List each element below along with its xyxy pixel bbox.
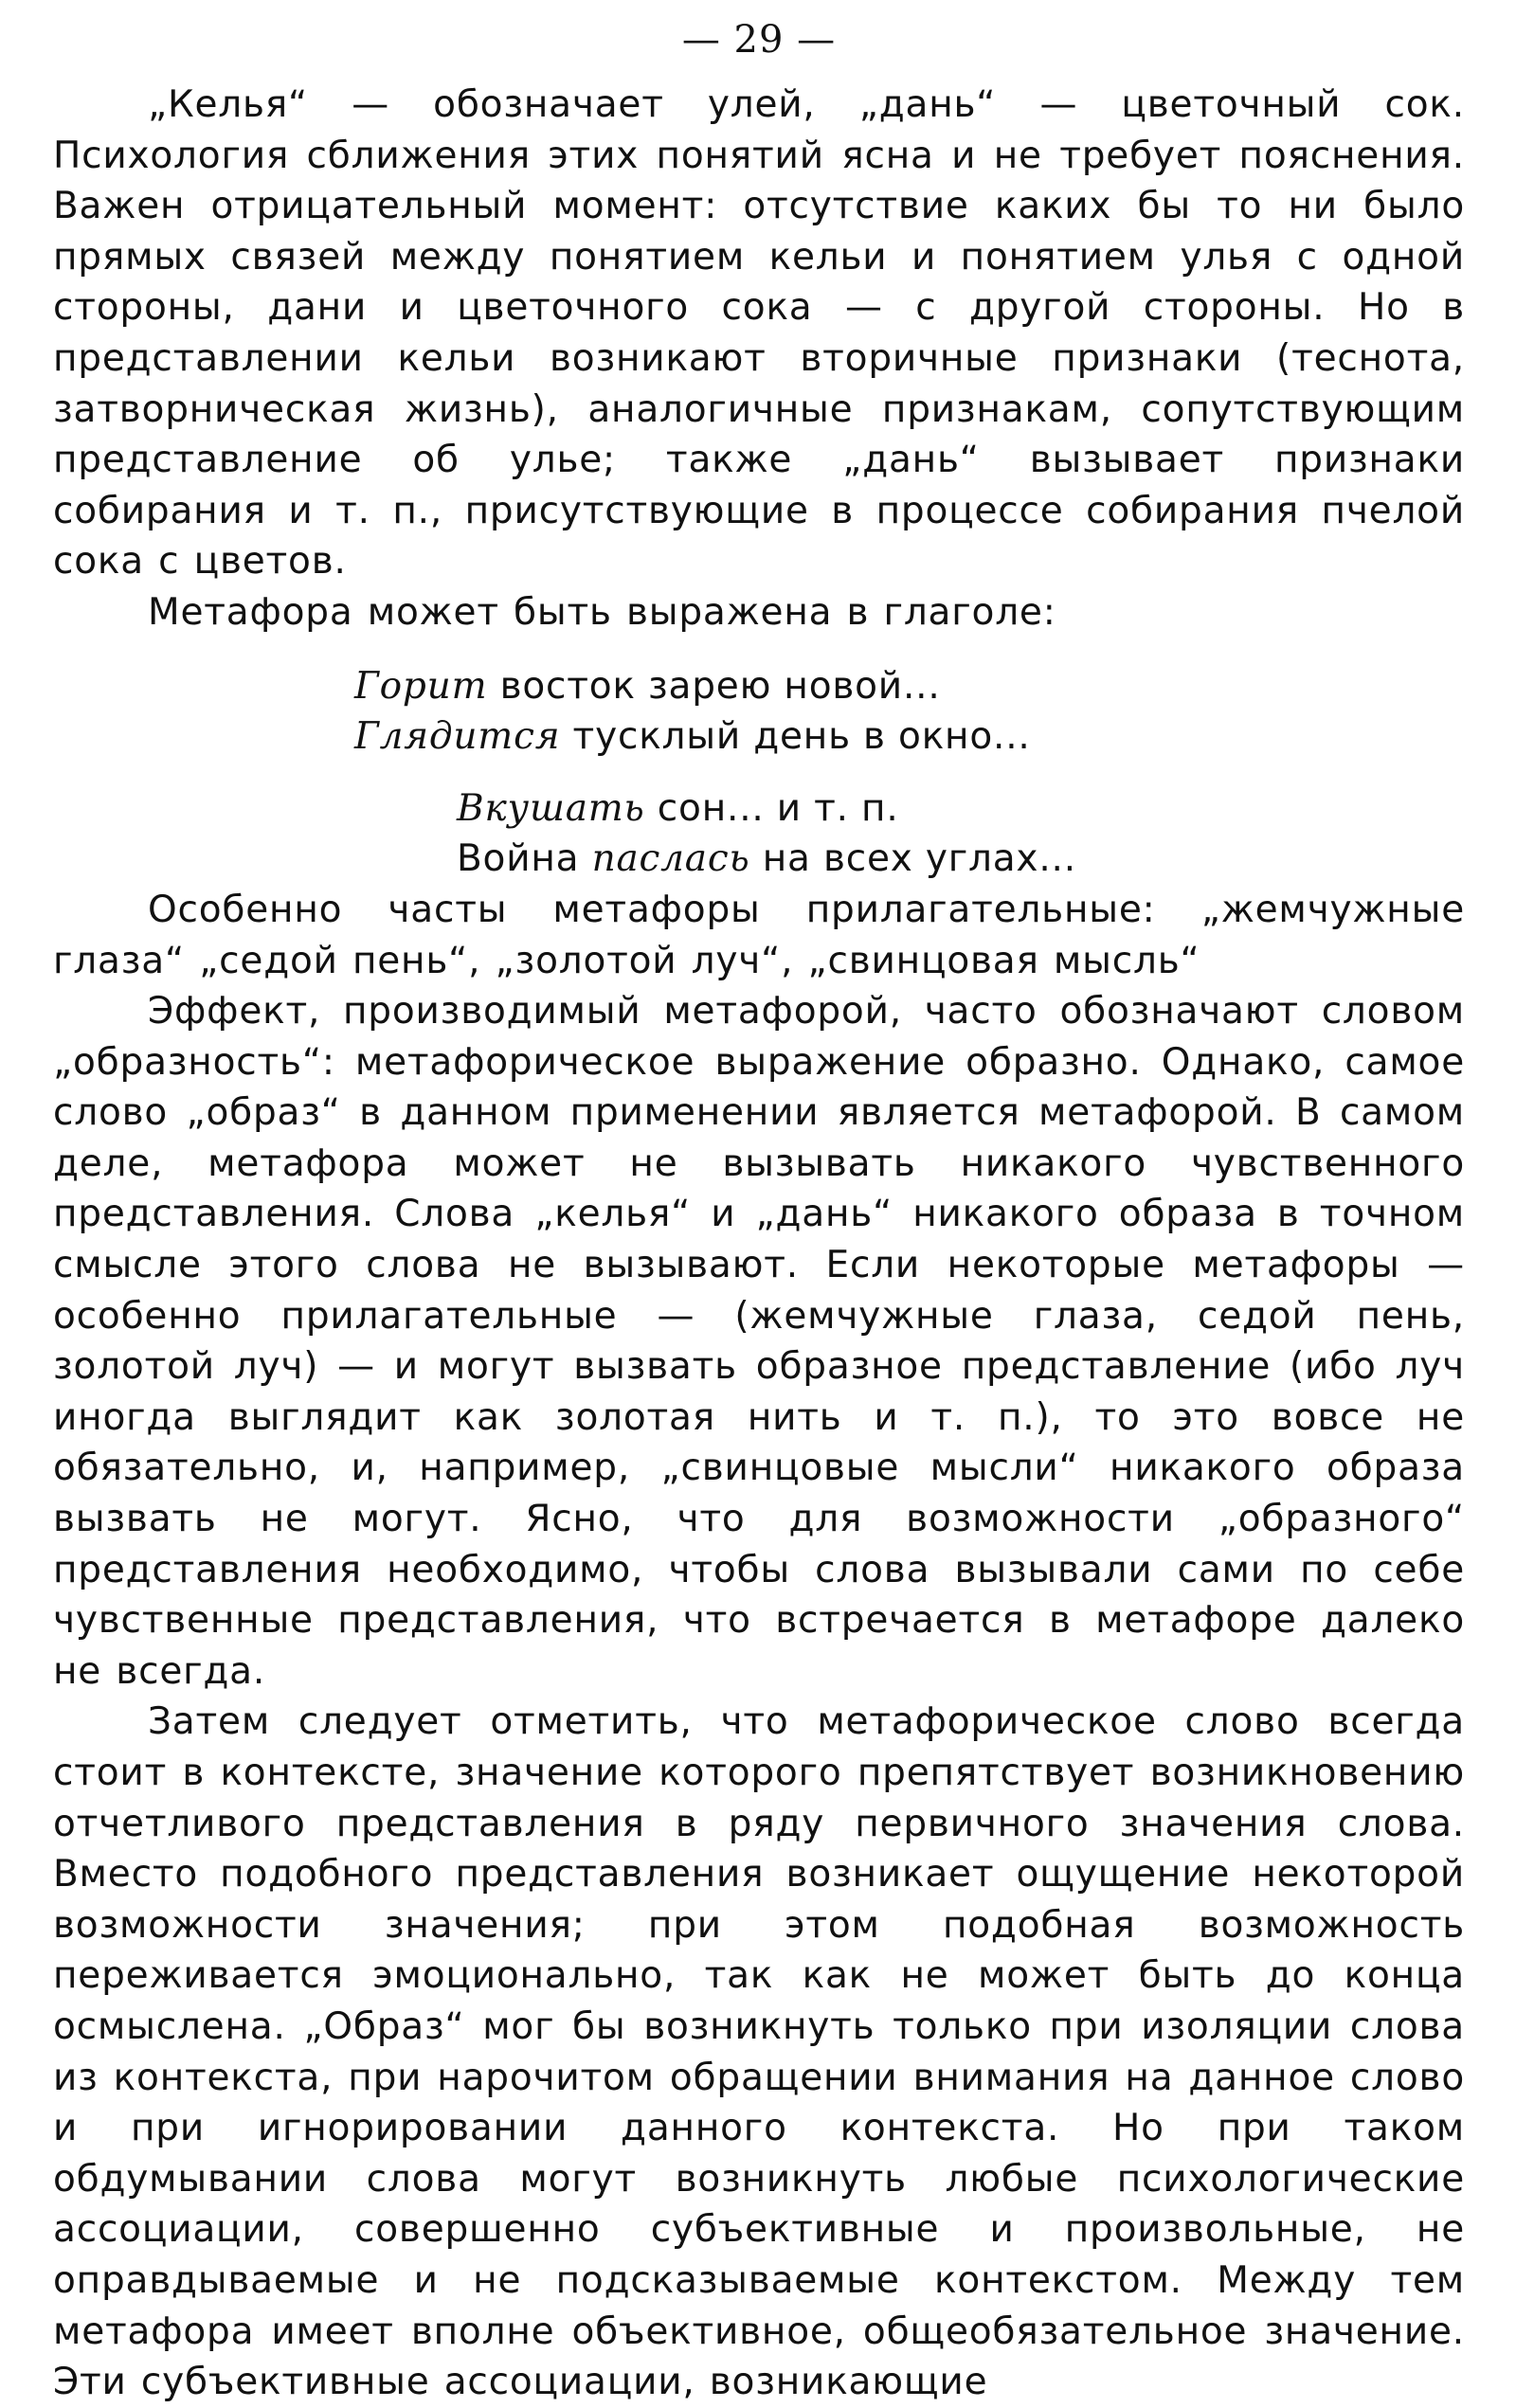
verse-italic-word: Горит [354,664,488,708]
paragraph-metaphor-verb: Метафора может быть выражена в глаголе: [148,590,1056,634]
document-page [53,17,1465,2404]
paragraph-context: Затем следует отметить, что метафорическое слово всегда стоит в контексте, значение которого препятствует возникновению отчетливого представления в ряду первичного значения слова. Вместо подобного представления возникает ощущение некоторой возможности значения; при этом подобная возможность переживается эмоционально, так как не может быть до конца осмыслена. „Образ“ мог бы возникнуть только при изоляции слова из контекста, при нарочитом обращении внимания на данное слово и при игнорировании данного контекста. Но при таком обдумывании слова могут возникнуть любые психологические ассоциации, совершенно субъективные и произвольные, не оправдываемые и не подсказываемые контекстом. Между тем метафора имеет вполне объективное, общеобязательное значение. Эти субъективные ассоциации, возникающие [53,1700,1465,2404]
verse-line [457,783,1465,835]
verse-line [457,834,1465,885]
verse-italic-word: паслась [591,837,750,881]
paragraph-kelya-dan: „Келья“ — обозначает улей, „дань“ — цветочный сок. Психология сближения этих понятий ясна и не требует пояснения. Важен отрицательный момент: отсутствие каких бы то ни было прямых связей между понятием кельи и понятием улья с одной стороны, дани и цветочного сока — с другой стороны. Но в представлении кельи возникают вторичные признаки (теснота, затворническая жизнь), аналогичные признакам, сопутствующим представление об улье; также „дань“ вызывает признаки собирания и т. п., присутствующие в процессе собирания пчелой сока с цветов. [53,83,1465,584]
verse-text: Война [457,837,592,881]
verse-quote-2 [457,783,1465,885]
paragraph-imagery-effect: Эффект, производимый метафорой, часто обозначают словом „образность“: метафорическое выражение образно. Однако, самое слово „образ“ в данном применении является метафорой. В самом деле, метафора может не вызывать никакого чувственного представления. Слова „келья“ и „дань“ никакого образа в точном смысле этого слова не вызывают. Если некоторые метафоры — особенно прилагательные — (жемчужные глаза, седой пень, золотой луч) — и могут вызвать образное представление (ибо луч иногда выглядит как золотая нить и т. п.), то это вовсе не обязательно, и, например, „свинцовые мысли“ никакого образа вызвать не могут. Ясно, что для возможности „образного“ представления необходимо, чтобы слова вызывали сами по себе чувственные представления, что встречается в метафоре далеко не всегда. [53,990,1465,1693]
page-number: — 29 — [681,18,837,62]
verse-text: тусклый день в окно... [560,715,1031,759]
verse-quote-1 [354,661,1465,763]
verse-italic-word: Глядится [354,715,561,759]
verse-text: сон... и т. п. [644,786,899,830]
verse-line [354,661,1465,712]
verse-italic-word: Вкушать [457,786,645,830]
verse-line [354,711,1465,763]
paragraph-adjective-metaphors: Особенно часты метафоры прилагательные: „жемчужные глаза“ „седой пень“, „золотой луч“, „свинцовая мысль“ [53,888,1465,982]
verse-text: на всех углах... [749,837,1076,881]
verse-text: восток зарею новой... [487,664,941,708]
